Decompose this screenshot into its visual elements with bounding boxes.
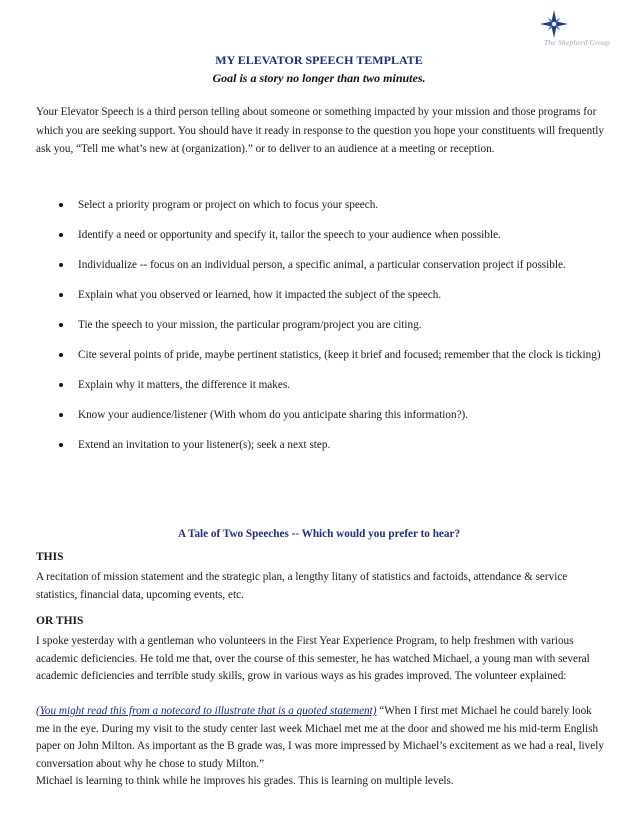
list-item: Cite several points of pride, maybe pertinent statistics, (keep it brief and focused; remember that the clock is ticking) — [36, 348, 606, 362]
intro-paragraph: Your Elevator Speech is a third person telling about someone or something impacted by your mission and those programs for which you are seeking support. You should have it ready in response to the question you hope your constituents will frequently ask you, “Tell me what’s new at (organization).” or to deliver to an audience at a meeting or reception. — [36, 106, 604, 155]
quote-text: “When I first met Michael he could barely look me in the eye. During my visit to the study center last week Michael met me at the door and showed me his mid-term English paper on John Milton. As important as the B grade was, I was more impressed by Michael’s excitement as we had a real, lively conversation about why he chose to study Milton.” — [36, 705, 604, 770]
tale-heading: A Tale of Two Speeches -- Which would you prefer to hear? — [177, 528, 461, 540]
list-item: Individualize -- focus on an individual person, a specific animal, a particular conservation project if possible. — [36, 258, 606, 272]
logo-text: The Shepherd Group — [544, 38, 610, 47]
page-title: MY ELEVATOR SPEECH TEMPLATE — [215, 53, 423, 67]
bullet-list — [36, 198, 606, 468]
this-paragraph: A recitation of mission statement and the strategic plan, a lengthy litany of statistics and factoids, attendance & service statistics, financial data, upcoming events, etc. — [36, 571, 568, 601]
company-logo — [500, 10, 610, 50]
compass-star-icon — [540, 10, 568, 38]
quote-paragraph — [36, 703, 608, 773]
quote-label: (You might read this from a notecard to illustrate that is a quoted statement) — [36, 705, 377, 717]
list-item: Select a priority program or project on which to focus your speech. — [36, 198, 606, 212]
list-item: Explain why it matters, the difference it makes. — [36, 378, 606, 392]
bullet-icon — [59, 323, 63, 327]
bullet-icon — [59, 383, 63, 387]
list-item: Explain what you observed or learned, how it impacted the subject of the speech. — [36, 288, 606, 302]
bullet-icon — [59, 413, 63, 417]
bullet-icon — [59, 263, 63, 267]
page-subtitle: Goal is a story no longer than two minutes. — [212, 71, 426, 85]
bullet-icon — [59, 353, 63, 357]
list-item: Tie the speech to your mission, the particular program/project you are citing. — [36, 318, 606, 332]
bullet-icon — [59, 293, 63, 297]
bullet-icon — [59, 233, 63, 237]
bullet-icon — [59, 203, 63, 207]
bullet-icon — [59, 443, 63, 447]
list-item: Identify a need or opportunity and specify it, tailor the speech to your audience when possible. — [36, 228, 606, 242]
list-item: Extend an invitation to your listener(s); seek a next step. — [36, 438, 606, 452]
closing-paragraph: Michael is learning to think while he improves his grades. This is learning on multiple levels. — [36, 775, 454, 787]
or-this-paragraph: I spoke yesterday with a gentleman who volunteers in the First Year Experience Program, to help freshmen with various academic deficiencies. He told me that, over the course of this semester, he has watched Michael, a young man with several academic deficiencies and terrible study skills, grow in various ways as his grades improved. The volunteer explained: — [36, 635, 590, 682]
or-this-heading: OR THIS — [36, 615, 84, 627]
list-item: Know your audience/listener (With whom do you anticipate sharing this information?). — [36, 408, 606, 422]
this-heading: THIS — [36, 551, 64, 563]
